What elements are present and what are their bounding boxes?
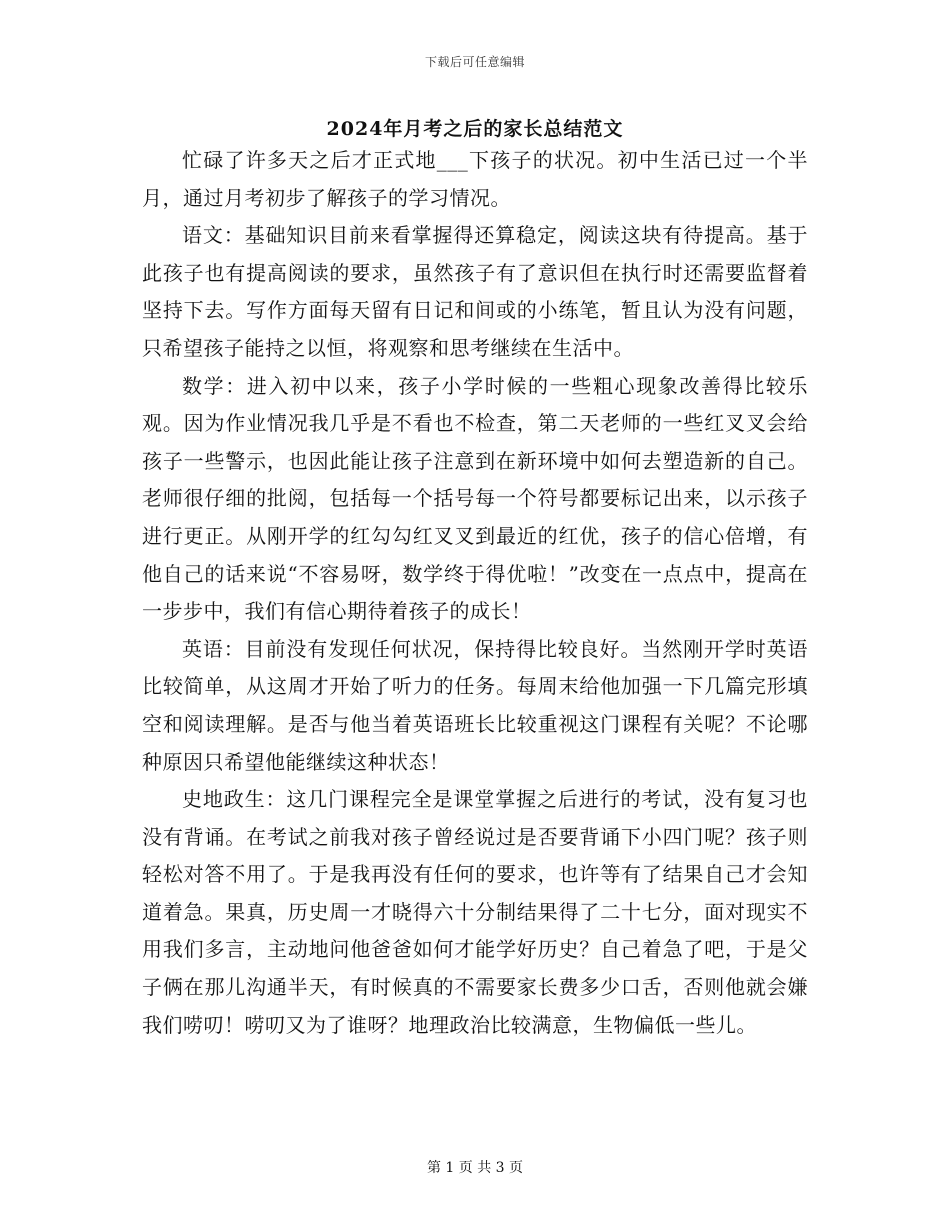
header-note: 下载后可任意编辑 xyxy=(424,55,525,69)
paragraph-other-subjects: 史地政生：这几门课程完全是课堂掌握之后进行的考试，没有复习也没有背诵。在考试之前我对孩子曾经说过是否要背诵下小四门呢？孩子则轻松对答不用了。于是我再没有任何的要求，也许等有了结果自己才会知道着急。果真，历史周一才晓得六十分制结果得了二十七分，面对现实不用我们多言，主动地问他爸爸如何才能学好历史？自己着急了吧，于是父子俩在那儿沟通半天，有时候真的不需要家长费多少口舌，否则他就会嫌我们唠叨！唠叨又为了谁呀？地理政治比较满意，生物偏低一些儿。 xyxy=(142,787,808,1037)
paragraph-english: 英语：目前没有发现任何状况，保持得比较良好。当然刚开学时英语比较简单，从这周才开始了听力的任务。每周末给他加强一下几篇完形填空和阅读理解。是否与他当着英语班长比较重视这门课程有关呢？不论哪种原因只希望他能继续这种状态！ xyxy=(142,636,808,774)
document-body xyxy=(142,142,808,1044)
page-number: 第 1 页 共 3 页 xyxy=(426,1160,524,1176)
document-title: 2024年月考之后的家长总结范文 xyxy=(326,118,624,140)
paragraph-math: 数学：进入初中以来，孩子小学时候的一些粗心现象改善得比较乐观。因为作业情况我几乎是不看也不检查，第二天老师的一些红叉叉会给孩子一些警示，也因此能让孩子注意到在新环境中如何去塑造新的自己。老师很仔细的批阅，包括每一个括号每一个符号都要标记出来，以示孩子进行更正。从刚开学的红勾勾红叉叉到最近的红优，孩子的信心倍增，有他自己的话来说“不容易呀，数学终于得优啦！”改变在一点点中，提高在一步步中，我们有信心期待着孩子的成长！ xyxy=(142,373,808,624)
paragraph-chinese: 语文：基础知识目前来看掌握得还算稳定，阅读这块有待提高。基于此孩子也有提高阅读的要求，虽然孩子有了意识但在执行时还需要监督着坚持下去。写作方面每天留有日记和间或的小练笔，暂且认为没有问题，只希望孩子能持之以恒，将观察和思考继续在生活中。 xyxy=(142,223,808,360)
paragraph-intro: 忙碌了许多天之后才正式地___下孩子的状况。初中生活已过一个半月，通过月考初步了解孩子的学习情况。 xyxy=(142,148,808,210)
